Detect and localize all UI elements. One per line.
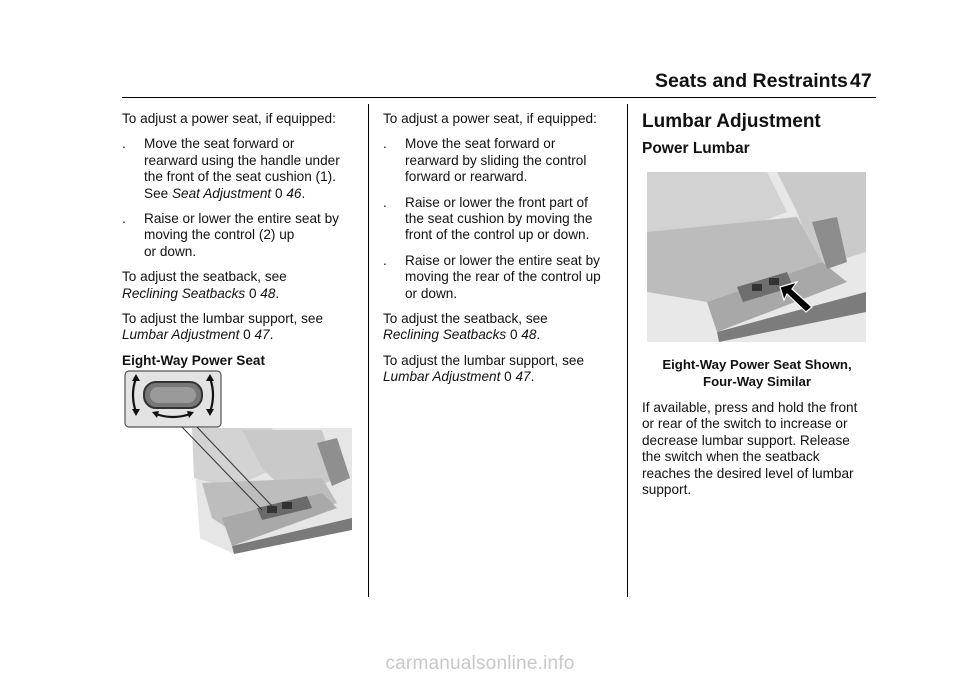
power-lumbar-subheading: Power Lumbar [642,140,750,157]
col1-bullet-1: . Move the seat forward or rearward using the handle under the front of the seat cushion (1). See Seat Adjustment 0 46. [122,136,340,201]
power-lumbar-seat-illustration [647,172,866,342]
col1-intro: To adjust a power seat, if equipped: [122,111,336,126]
col2-seatback-ref: To adjust the seatback, see Reclining Seatbacks 0 48. [383,311,548,343]
bullet-marker: . [383,194,387,210]
col2-bullet-2: . Raise or lower the front part of the seat cushion by moving the front of the control up or down. [383,194,593,243]
link-lumbar-adjustment[interactable]: Lumbar Adjustment [122,327,240,343]
col1-bullet-2: . Raise or lower the entire seat by moving the control (2) up or down. [122,211,339,259]
eight-way-heading: Eight-Way Power Seat [122,352,266,368]
lumbar-adjustment-heading: Lumbar Adjustment [642,111,821,132]
section-title: Seats and Restraints [655,70,848,92]
col2-bullet-3: . Raise or lower the entire seat by moving the rear of the control up or down. [383,252,601,301]
column-2 [383,111,623,395]
col2-intro: To adjust a power seat, if equipped: [383,111,597,126]
illustration-caption: Eight-Way Power Seat Shown, Four-Way Similar [662,357,852,389]
col1-seatback-ref: To adjust the seatback, see Reclining Seatbacks 0 48. [122,269,287,301]
col2-lumbar-ref: To adjust the lumbar support, see Lumbar Adjustment 0 47. [383,352,584,385]
link-reclining-seatbacks[interactable]: Reclining Seatbacks [122,285,246,301]
link-lumbar-adjustment[interactable]: Lumbar Adjustment [383,369,501,385]
eight-way-seat-illustration [122,368,354,558]
page-number: 47 [850,70,872,92]
link-reclining-seatbacks[interactable]: Reclining Seatbacks [383,327,507,343]
bullet-marker: . [383,136,387,152]
watermark-text: carmanualsonline.info [385,653,575,674]
header-divider [122,97,876,98]
column-divider-2 [627,104,628,597]
col1-lumbar-ref: To adjust the lumbar support, see Lumbar Adjustment 0 47. [122,311,323,343]
col2-bullet-1: . Move the seat forward or rearward by sliding the control forward or rearward. [383,136,587,185]
bullet-marker: . [383,252,387,268]
column-1 [122,111,362,378]
bullet-marker: . [122,136,126,152]
column-divider-1 [368,104,369,597]
bullet-marker: . [122,211,126,227]
lumbar-body-text: If available, press and hold the front or rear of the switch to increase or decrease lumbar support. Release the switch when the seatback reaches the desired level of lumbar support. [642,400,858,498]
link-seat-adjustment[interactable]: Seat Adjustment [171,185,272,201]
